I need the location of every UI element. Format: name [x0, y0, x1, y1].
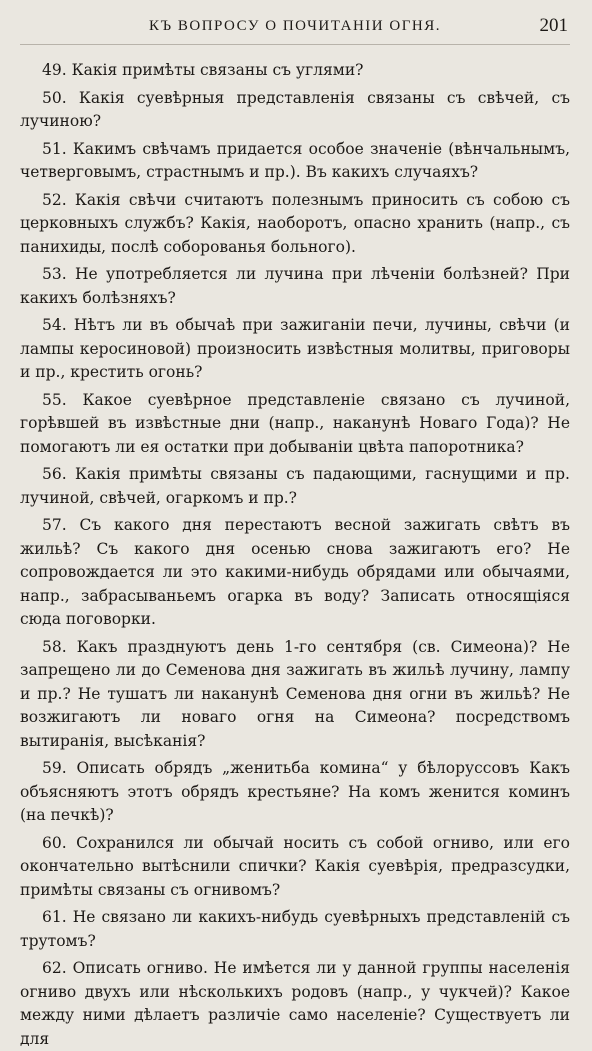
question-49: 49. Какія примѣты связаны съ углями?	[42, 61, 364, 79]
question-62: 62. Описать огниво. Не имѣется ли у данной группы населенія огниво двухъ или нѣсколькихъ родовъ (напр., у чукчей)? Какое между ними дѣлаетъ различіе само населеніе? Существуетъ ли для	[20, 959, 570, 1048]
question-59: 59. Описать обрядъ „женитьба комина“ у бѣлоруссовъ Какъ объясняютъ этотъ обрядъ крестьяне? На комъ женится коминъ (на печкѣ)?	[20, 759, 570, 824]
question-51: 51. Какимъ свѣчамъ придается особое значеніе (вѣнчальнымъ, четверговымъ, страстнымъ и пр.). Въ какихъ случаяхъ?	[20, 139, 570, 181]
question-50: 50. Какія суевѣрныя представленія связаны съ свѣчей, съ лучиною?	[20, 88, 570, 130]
question-57: 57. Съ какого дня перестаютъ весной зажигать свѣтъ въ жильѣ? Съ какого дня осенью снова зажигаютъ его? Не сопровождается ли это какими-нибудь обрядами или обычаями, напр., забрасываньемъ огарка въ воду? Записать относящіяся сюда поговорки.	[20, 516, 570, 628]
question-55: 55. Какое суевѣрное представленіе связано съ лучиной, горѣвшей въ извѣстные дни (напр., наканунѣ Новаго Года)? Не помогаютъ ли ея остатки при добываніи цвѣта папоротника?	[20, 390, 570, 456]
question-61: 61. Не связано ли какихъ-нибудь суевѣрныхъ представленій съ трутомъ?	[20, 908, 570, 950]
question-60: 60. Сохранился ли обычай носить съ собой огниво, или его окончательно вытѣснили спички? Какія суевѣрія, предразсудки, примѣты связаны съ огнивомъ?	[20, 833, 570, 899]
running-title: КЪ ВОПРОСУ О ПОЧИТАНІИ ОГНЯ.	[149, 18, 441, 34]
running-header	[20, 10, 570, 45]
question-53: 53. Не употребляется ли лучина при лѣченіи болѣзней? При какихъ болѣзняхъ?	[20, 265, 570, 307]
question-52: 52. Какія свѣчи считаютъ полезнымъ приносить съ собою съ церковныхъ службъ? Какія, наоборотъ, опасно хранить (напр., съ панихиды, послѣ соборованья больного).	[20, 190, 570, 256]
page-number: 201	[539, 15, 568, 36]
question-54: 54. Нѣтъ ли въ обычаѣ при зажиганіи печи, лучины, свѣчи (и лампы керосиновой) произносить извѣстныя молитвы, приговоры и пр., крестить огонь?	[20, 316, 570, 381]
question-56: 56. Какія примѣты связаны съ падающими, гаснущими и пр. лучиной, свѣчей, огаркомъ и пр.?	[20, 465, 570, 507]
questionnaire-text	[20, 59, 570, 1051]
question-58: 58. Какъ празднуютъ день 1-го сентября (св. Симеона)? Не запрещено ли до Семенова дня зажигать въ жильѣ лучину, лампу и пр.? Не тушатъ ли наканунѣ Семенова дня огни въ жильѣ? Не возжигаютъ ли новаго огня на Симеона? посредствомъ вытиранія, высѣканія?	[20, 637, 570, 750]
